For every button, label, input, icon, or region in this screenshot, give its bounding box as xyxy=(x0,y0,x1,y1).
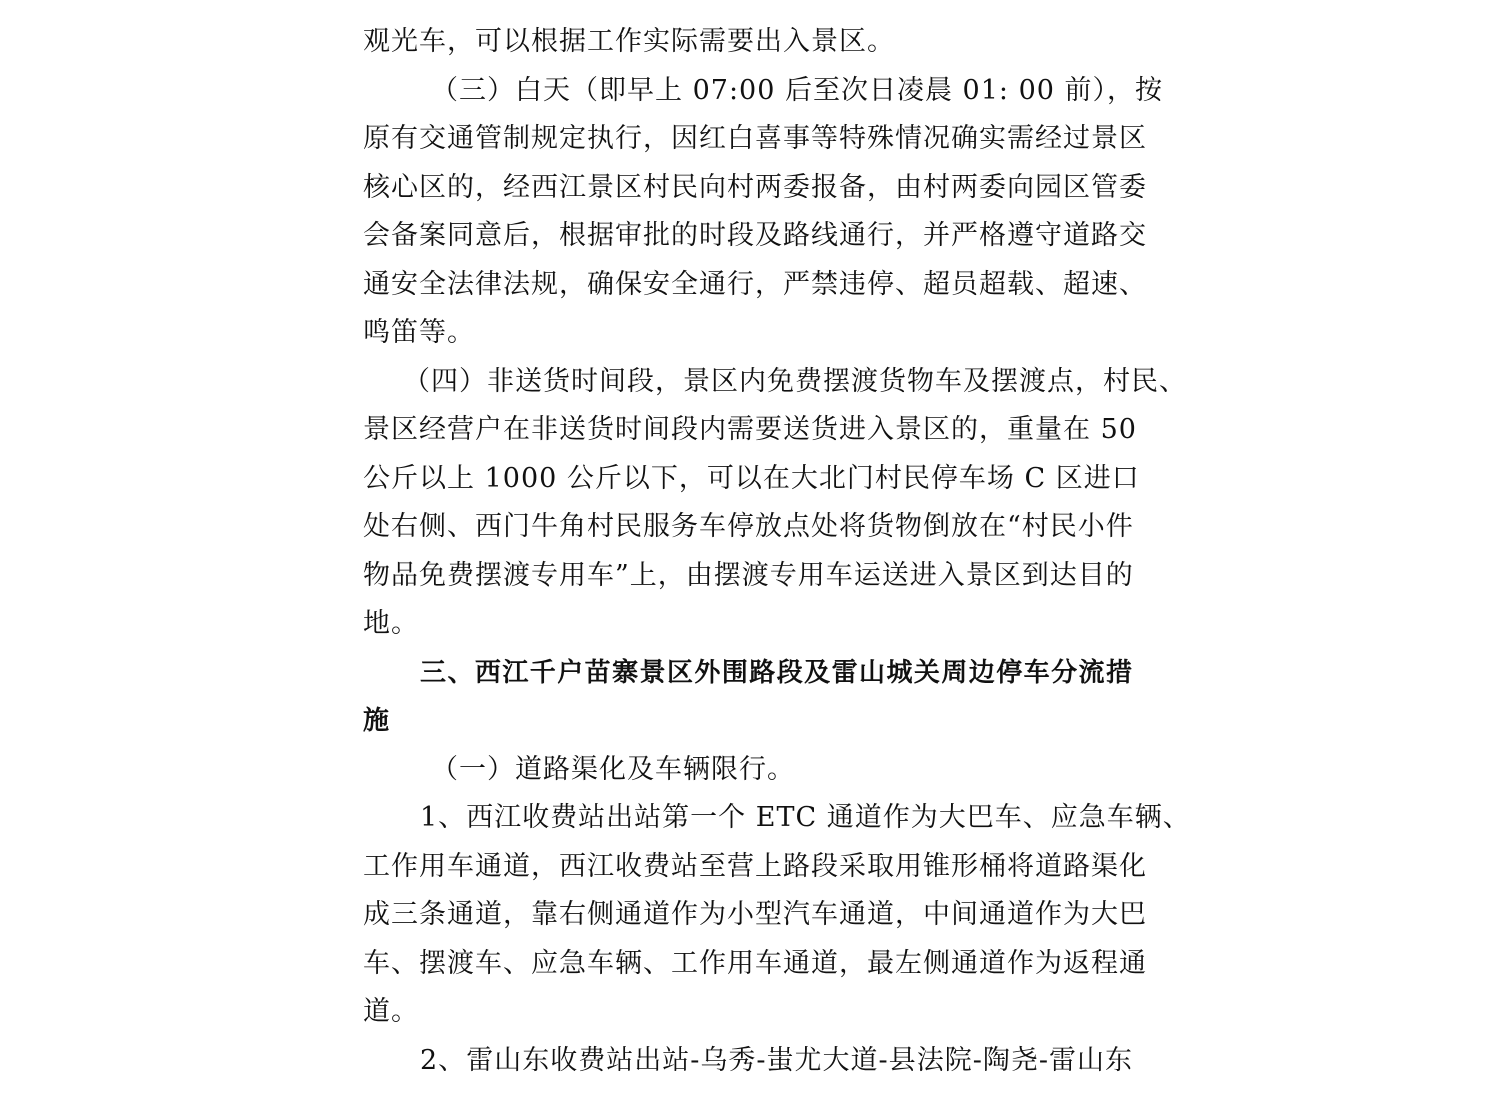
paragraph-line: 地。 xyxy=(363,608,419,639)
paragraph-line: 道。 xyxy=(363,996,419,1027)
paragraph-line: 2、雷山东收费站出站-乌秀-蚩尤大道-县法院-陶尧-雷山东 xyxy=(420,1044,1133,1076)
subsection-heading: （一）道路渠化及车辆限行。 xyxy=(431,753,795,785)
paragraph-line: 通安全法律法规，确保安全通行，严禁违停、超员超载、超速、 xyxy=(363,268,1147,300)
paragraph-line: 鸣笛等。 xyxy=(363,317,475,348)
paragraph-line: 物品免费摆渡专用车”上，由摆渡专用车运送进入景区到达目的 xyxy=(363,559,1134,591)
paragraph-line: 核心区的，经西江景区村民向村两委报备，由村两委向园区管委 xyxy=(363,171,1147,203)
section-heading: 三、西江千户苗寨景区外围路段及雷山城关周边停车分流措 xyxy=(420,657,1133,688)
paragraph-line: 景区经营户在非送货时间段内需要送货进入景区的，重量在 50 xyxy=(363,414,1137,445)
paragraph-line: 车、摆渡车、应急车辆、工作用车通道，最左侧通道作为返程通 xyxy=(363,947,1147,979)
paragraph-line: 1、西江收费站出站第一个 ETC 通道作为大巴车、应急车辆、 xyxy=(420,802,1191,833)
paragraph-line: （三）白天（即早上 07:00 后至次日凌晨 01: 00 前），按 xyxy=(431,74,1164,106)
paragraph-line: 原有交通管制规定执行，因红白喜事等特殊情况确实需经过景区 xyxy=(363,123,1147,154)
paragraph-line: 观光车，可以根据工作实际需要出入景区。 xyxy=(363,26,895,57)
paragraph-line: 处右侧、西门牛角村民服务车停放点处将货物倒放在“村民小件 xyxy=(363,511,1134,542)
paragraph-line: 成三条通道，靠右侧通道作为小型汽车通道，中间通道作为大巴 xyxy=(363,899,1147,930)
section-heading: 施 xyxy=(363,706,391,736)
document-body xyxy=(363,18,1191,1085)
paragraph-line: 工作用车通道，西江收费站至营上路段采取用锥形桶将道路渠化 xyxy=(363,850,1147,882)
paragraph-line: 公斤以上 1000 公斤以下，可以在大北门村民停车场 C 区进口 xyxy=(363,462,1140,494)
paragraph-line: 会备案同意后，根据审批的时段及路线通行，并严格遵守道路交 xyxy=(363,220,1147,251)
paragraph-line: （四）非送货时间段，景区内免费摆渡货物车及摆渡点，村民、 xyxy=(403,365,1187,397)
